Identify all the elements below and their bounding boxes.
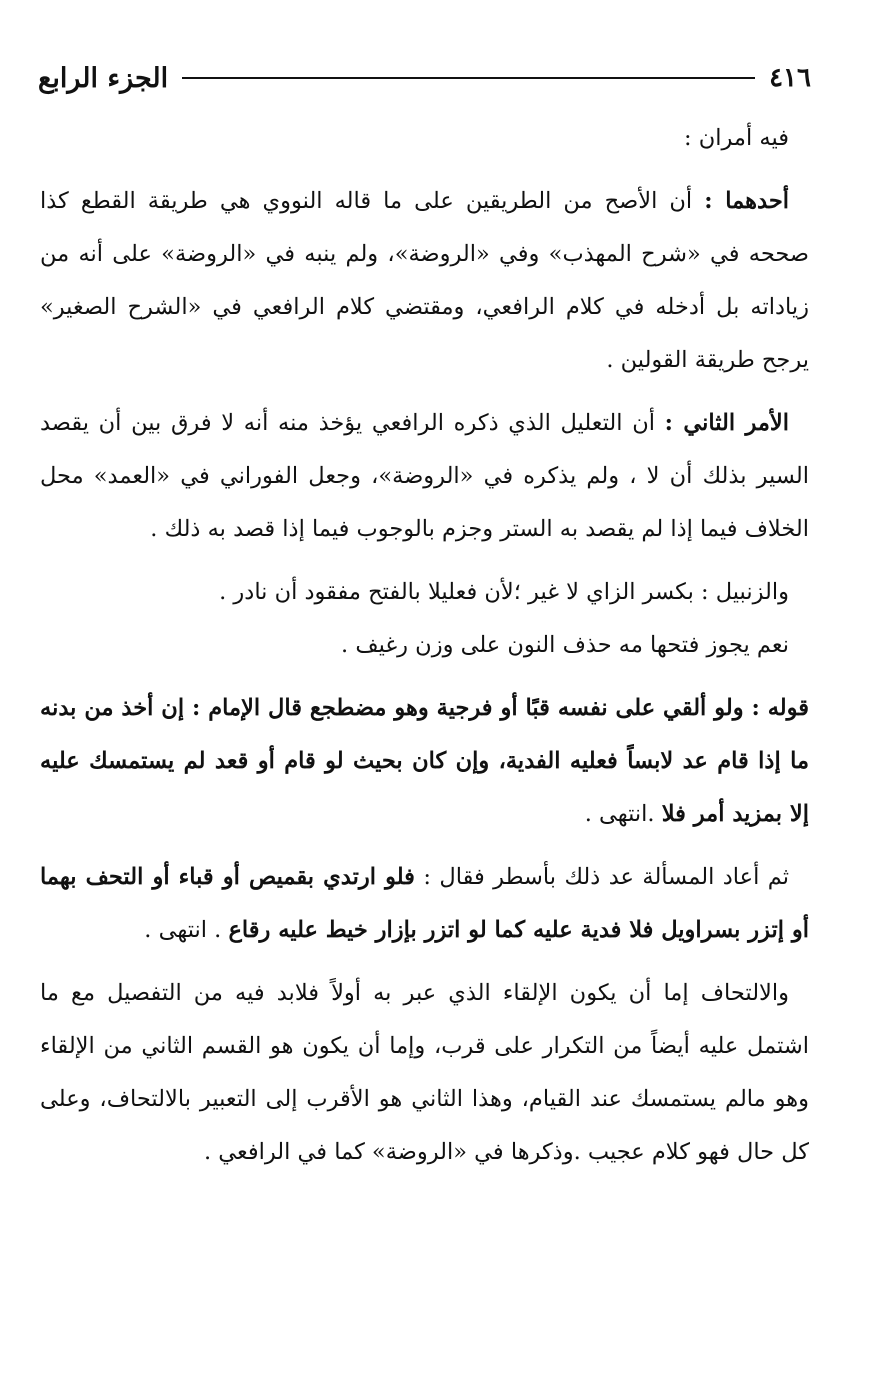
paragraph-text: أن الأصح من الطريقين على ما قاله النووي هي طريقة القطع كذا صححه في «شرح المهذب» وفي «الروضة»، ولم ينبه في «الروضة» على أنه من زياداته بل أدخله في كلام الرافعي، ومقتضي كلام الرافعي في «الشرح الصغير» يرجح طريقة القولين . (40, 188, 809, 373)
paragraph-text: ثم أعاد المسألة عد ذلك بأسطر فقال : (423, 864, 790, 890)
paragraph-naam (40, 619, 809, 672)
paragraph-text: نعم يجوز فتحها مه حذف النون على وزن رغيف . (341, 632, 789, 658)
paragraph-lead: الأمر الثاني : (664, 410, 789, 436)
paragraph-bold-quote: فلو ارتدي بقميص أو قباء أو التحف بهما أو إتزر بسراويل فلا فدية عليه كما لو اتزر بإزار خيط عليه رقاع (40, 864, 809, 943)
paragraph-first-matter (40, 175, 809, 387)
paragraph-quote-imam (40, 682, 809, 841)
page-body (40, 112, 809, 1189)
paragraph-repeat (40, 851, 809, 957)
paragraph-tail: . انتهى . (144, 917, 222, 943)
paragraph-lead: أحدهما : (704, 188, 789, 214)
paragraph-zanbil (40, 566, 809, 619)
paragraph-lead: قوله : ولو ألقي على نفسه قبًا أو فرجية وهو مضطجع قال الإمام : إن أخذ من بدنه ما إذا قام عد لابساً فعليه الفدية، وإن كان بحيث لو قام أو قعد لم يستمسك عليه إلا بمزيد أمر فلا (40, 695, 809, 827)
paragraph-iltihaf (40, 967, 809, 1179)
header-rule (182, 77, 755, 79)
running-title: الجزء الرابع (38, 62, 169, 94)
paragraph-text: أن التعليل الذي ذكره الرافعي يؤخذ منه أنه لا فرق بين أن يقصد السير بذلك أن لا ، ولم يذكره في «الروضة»، وجعل الفوراني في «العمد» محل الخلاف فيما إذا لم يقصد به الستر وجزم بالوجوب فيما إذا قصد به ذلك . (40, 410, 809, 542)
paragraph-second-matter (40, 397, 809, 556)
paragraph-text: .انتهى . (584, 801, 655, 827)
paragraph-intro (40, 112, 809, 165)
paragraph-text: والالتحاف إما أن يكون الإلقاء الذي عبر به أولاً فلابد فيه من التفصيل مع ما اشتمل عليه أيضاً من التكرار على قرب، وإما أن يكون هو القسم الثاني من الإلقاء وهو مالم يستمسك عند القيام، وهذا الثاني هو الأقرب إلى التعبير بالالتحاف، وعلى كل حال فهو كلام عجيب .وذكرها في «الروضة» كما في الرافعي . (40, 980, 809, 1165)
paragraph-text: والزنبيل : بكسر الزاي لا غير ؛لأن فعليلا بالفتح مفقود أن نادر . (219, 579, 789, 605)
paragraph-text: فيه أمران : (684, 125, 789, 151)
page-header (38, 58, 811, 98)
page-number: ٤١٦ (769, 63, 811, 93)
